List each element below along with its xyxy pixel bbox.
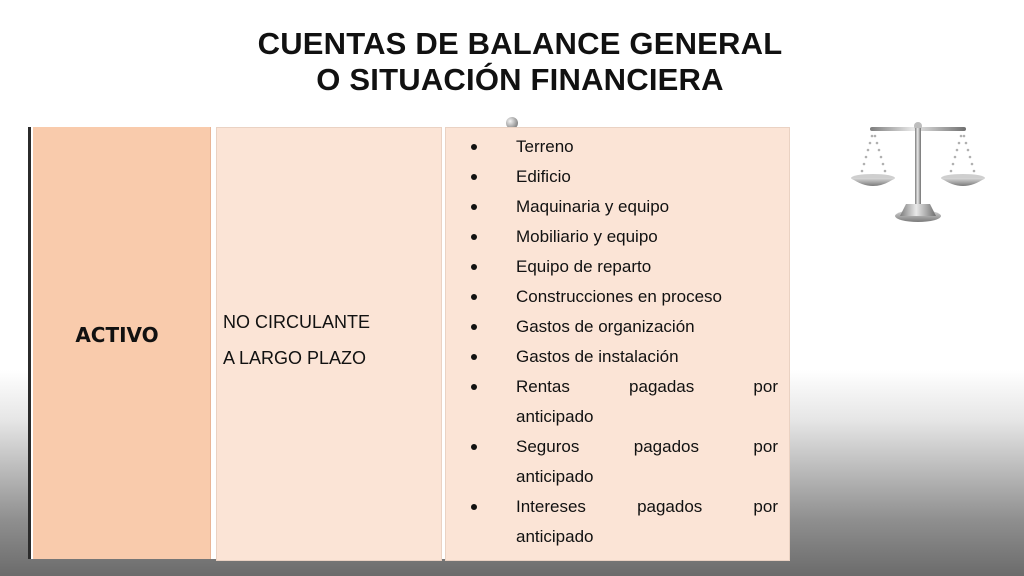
list-item — [446, 372, 789, 432]
balance-scale-icon — [844, 118, 992, 230]
list-item-line-1 — [516, 372, 778, 402]
list-item: Equipo de reparto — [446, 252, 789, 282]
title-line-2: O SITUACIÓN FINANCIERA — [316, 62, 724, 97]
list-item-word: Seguros — [516, 437, 580, 456]
list-item-word: pagados — [633, 437, 699, 456]
list-item-word: por — [753, 377, 778, 396]
list-item-word: Rentas — [516, 377, 570, 396]
title-line-1: CUENTAS DE BALANCE GENERAL — [257, 26, 783, 61]
list-item: Edificio — [446, 162, 789, 192]
list-item: Mobiliario y equipo — [446, 222, 789, 252]
accounts-table — [28, 127, 790, 559]
accounts-list — [446, 132, 789, 552]
noncurrent-line-2: A LARGO PLAZO — [223, 348, 367, 368]
activo-label: ACTIVO — [75, 323, 159, 347]
accounts-list-cell — [445, 127, 790, 561]
activo-cell — [33, 127, 211, 559]
list-item-word: pagadas — [629, 377, 695, 396]
list-item-word: Intereses — [516, 497, 586, 516]
list-item-word: por — [753, 437, 778, 456]
list-item-line-1 — [516, 492, 778, 522]
list-item-line-2: anticipado — [516, 467, 594, 486]
noncurrent-line-1: NO CIRCULANTE — [223, 312, 371, 332]
list-item-line-1 — [516, 432, 778, 462]
list-item: Gastos de instalación — [446, 342, 789, 372]
list-item-line-2: anticipado — [516, 527, 594, 546]
list-item: Terreno — [446, 132, 789, 162]
list-item: Maquinaria y equipo — [446, 192, 789, 222]
noncurrent-cell — [216, 127, 442, 561]
table-left-border — [28, 127, 31, 559]
list-item-word: pagados — [637, 497, 703, 516]
list-item-line-2: anticipado — [516, 407, 594, 426]
noncurrent-label — [223, 312, 370, 384]
slide-title — [0, 26, 1024, 98]
list-item-word: por — [753, 497, 778, 516]
list-item — [446, 492, 789, 552]
list-item: Gastos de organización — [446, 312, 789, 342]
list-item: Construcciones en proceso — [446, 282, 789, 312]
list-item — [446, 432, 789, 492]
